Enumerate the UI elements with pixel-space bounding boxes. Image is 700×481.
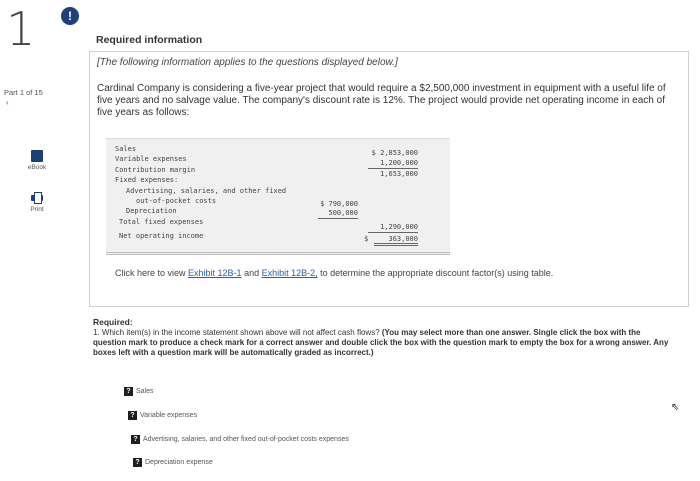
net-operating-income-value: 363,000 <box>374 235 418 246</box>
required-heading: Required: <box>93 317 133 327</box>
variable-expenses-label: Variable expenses <box>115 155 187 163</box>
noi-dollar-sign: $ <box>364 235 369 243</box>
net-operating-income-label: Net operating income <box>119 232 204 240</box>
required-section <box>93 317 673 358</box>
part-indicator: Part 1 of 15 <box>4 88 43 97</box>
question-mark-checkbox[interactable]: ? <box>124 387 133 396</box>
exhibit-suffix: to determine the appropriate discount factor(s) using table. <box>317 268 554 278</box>
book-icon <box>31 150 43 162</box>
option-label: Sales <box>136 388 154 395</box>
required-question: 1. Which item(s) in the income statement shown above will not affect cash flows? <box>93 328 380 337</box>
advertising-label-line1: Advertising, salaries, and other fixed <box>126 187 287 195</box>
exhibit-prefix: Click here to view <box>115 268 189 278</box>
question-number: 1 <box>6 2 36 56</box>
option-advertising[interactable] <box>131 435 349 444</box>
previous-part-arrow-icon[interactable]: ‹ <box>6 98 9 107</box>
applies-note: [The following information applies to the questions displayed below.] <box>97 57 398 68</box>
depreciation-value: 500,000 <box>318 209 358 219</box>
contribution-margin-value: 1,653,000 <box>380 170 418 178</box>
exhibit-12b-1-link[interactable]: Exhibit 12B-1 <box>188 268 242 278</box>
exhibit-middle: and <box>241 268 262 278</box>
option-label: Variable expenses <box>140 412 198 419</box>
option-sales[interactable] <box>124 387 154 396</box>
total-fixed-expenses-label: Total fixed expenses <box>119 218 204 226</box>
advertising-value: $ 790,000 <box>320 200 358 208</box>
sales-label: Sales <box>115 145 137 153</box>
mouse-cursor-icon: ⇖ <box>671 402 680 413</box>
total-fixed-expenses-value: 1,290,000 <box>368 223 418 233</box>
variable-expenses-value: 1,200,000 <box>368 159 418 169</box>
print-label: Print <box>30 206 44 213</box>
exhibit-links-line <box>115 268 553 278</box>
advertising-label-line2: out-of-pocket costs <box>136 197 217 205</box>
sales-value: $ 2,853,000 <box>371 149 418 157</box>
alert-icon[interactable]: ! <box>61 7 79 25</box>
income-statement <box>106 138 450 255</box>
ebook-label: eBook <box>27 164 47 171</box>
option-label: Advertising, salaries, and other fixed out-of-pocket costs expenses <box>143 436 349 443</box>
question-mark-checkbox[interactable]: ? <box>128 411 137 420</box>
question-mark-checkbox[interactable]: ? <box>133 458 142 467</box>
required-instructions: (You may select more than one answer. Single click the box with the question mark to produce a check mark for a correct answer and double click the box with the question mark to empty the box for a wrong answer. Any boxes left with a question mark will be automatically graded as incorrect.) <box>93 328 669 357</box>
contribution-margin-label: Contribution margin <box>115 166 196 174</box>
fixed-expenses-label: Fixed expenses: <box>115 176 179 184</box>
depreciation-label: Depreciation <box>126 207 177 215</box>
option-variable-expenses[interactable] <box>128 411 197 420</box>
printer-icon <box>30 192 44 204</box>
question-mark-checkbox[interactable]: ? <box>131 435 140 444</box>
scenario-text: Cardinal Company is considering a five-year project that would require a $2,500,000 investment in equipment with a useful life of five years and no salvage value. The company's discount rate is 12%. The project would provide net operating income in each of five years as follows: <box>97 83 666 118</box>
option-depreciation[interactable] <box>133 458 213 467</box>
required-information-title: Required information <box>96 34 203 46</box>
print-button[interactable] <box>22 192 52 213</box>
exhibit-12b-2-link[interactable]: Exhibit 12B-2, <box>261 268 318 278</box>
option-label: Depreciation expense <box>145 459 213 466</box>
ebook-button[interactable] <box>22 150 52 171</box>
